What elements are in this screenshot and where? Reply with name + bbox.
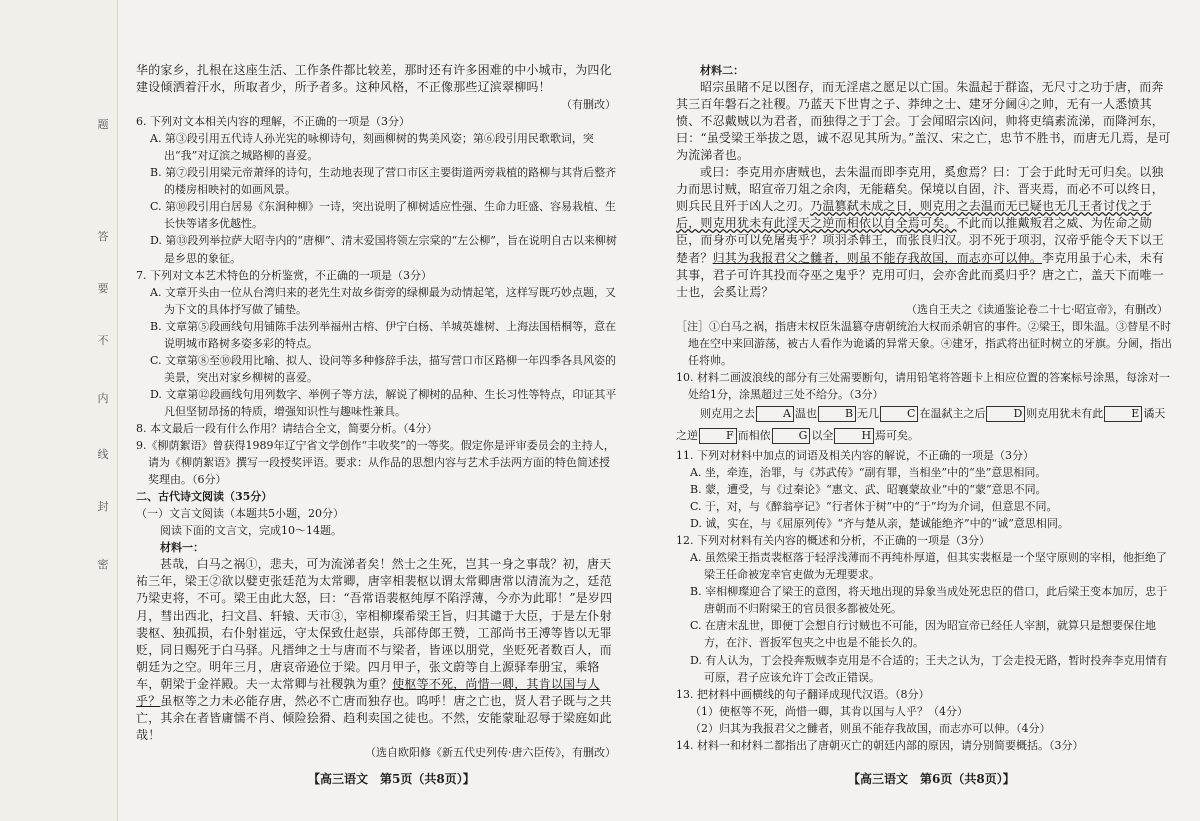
option-12b: B. 宰相柳璨迎合了梁王的意图，将天地出现的异象当成处死忠臣的借口，此后梁王变本加厉，忠于唐朝而不归附梁王的官员很多都被处死。 <box>690 585 1168 616</box>
segmentation-sentence: 则克用之去 A 温也 B 无几 C 在温弑主之后 D 则克用犹未有此 E 谲天之逆 F 而相依 G 以全 H 焉可矣。 <box>676 406 1166 442</box>
page-6 <box>676 62 1172 754</box>
underlined-sentence: 归其为我报君父之雠者，则虽不能存我故国，而志亦可以伸。 <box>712 250 1043 265</box>
passage-continuation: 华的家乡，扎根在这座生活、工作条件都比较差，那时还有许多困难的中小城市，为四化建设倾洒着汗水，所取者少，所予者多。这种风格，不正像那些辽滨翠柳吗！ <box>136 63 612 95</box>
material-2-para-2: 或曰：李克用亦唐贼也，去朱温而即李克用，奚愈焉？曰：丁会于此时无可归矣。以独力而思讨贼，昭宣帝刀俎之余肉，无能藉矣。保境以自固，汴、晋夹焉，而必不可以终日，则兵民且歼于凶人之刃。乃温篡弑未成之日，则克用之去温而无已疑也无几王者讨伐之于后，则克用犹未有此淫天之逆而相依以自全焉可矣。不此而以推戴叛君之威、为佐命之勋臣，而身亦可以免屠夷乎？项羽杀韩王，而张良归汉。羽不死于项羽，汉帝乎能令天下以王楚者？归其为我报君父之雠者，则虽不能存我故国，而志亦可以伸。李克用虽于心未，未有其事，君子可许其投而夺巫之鬼乎？克用可归，会亦舍此而奚归乎？唐之亡，盖天下而唯一士也，会奚让焉？ <box>676 165 1165 299</box>
question-11: 11. 下列对材料中加点的词语及相关内容的解说，不正确的一项是（3分） <box>676 448 1034 462</box>
seal-char: 线 <box>97 448 109 461</box>
option-12c: C. 在唐末乱世，即便丁会想自行讨贼也不可能，因为昭宣帝已经任人宰割，就算只是想要保住地方，在汴、晋扳军包夹之中也是不能长久的。 <box>690 619 1157 650</box>
section-heading: 二、古代诗文阅读（35分） <box>136 490 273 504</box>
seal-char: 内 <box>97 392 109 405</box>
question-13: 13. 把材料中画横线的句子翻译成现代汉语。（8分） <box>676 687 930 701</box>
option-12a: A. 虽然梁王指责裴枢落于轻浮浅薄而不再纯朴厚道，但其实裴枢是一个坚守原则的宰相，他拒绝了梁王任命被宠幸官吏做为无理要求。 <box>690 551 1167 582</box>
seal-char: 答 <box>97 230 109 243</box>
instruction: 阅读下面的文言文，完成10～14题。 <box>160 524 342 538</box>
seal-char: 不 <box>97 334 109 347</box>
question-7: 7. 下列对文本艺术特色的分析鉴赏，不正确的一项是（3分） <box>136 268 432 282</box>
break-box: H <box>834 428 874 444</box>
binding-margin <box>0 0 118 821</box>
question-6: 6. 下列对文本相关内容的理解，不正确的一项是（3分） <box>136 115 410 129</box>
option-7c: C. 文章第⑧至⑩段用比喻、拟人、设问等多种修辞手法，描写营口市区路柳一年四季各具风姿的美景，突出对家乡柳树的喜爱。 <box>150 353 617 384</box>
question-9: 9.《柳荫絮语》曾获得1989年辽宁省文学创作“丰收奖”的一等奖。假定你是评审委员会的主持人，请为《柳荫絮语》撰写一段授奖评语。要求：从作品的思想内容与艺术手法两方面的特色简述授奖理由。（6分） <box>136 439 615 487</box>
option-6d: D. 第⑬段列举拉萨大昭寺内的“唐柳”、清末爱国将领左宗棠的“左公柳”，旨在说明自古以来柳树是乡思的象征。 <box>150 234 617 265</box>
option-7b: B. 文章第⑤段画线句用铺陈手法列举福州古榕、伊宁白杨、羊城英雄树、上海法国梧桐等，意在说明城市路树多姿多彩的特点。 <box>150 319 617 350</box>
seal-char: 密 <box>97 558 109 571</box>
binding-divider <box>117 0 118 821</box>
seal-line-text <box>96 0 110 821</box>
page-5 <box>136 62 620 761</box>
break-box: B <box>818 406 856 422</box>
question-10: 10. 材料二画波浪线的部分有三处需要断句，请用铅笔将答题卡上相应位置的答案标号涂黑，每涂对一处给1分，涂黑超过三处不给分。（3分） <box>676 370 1170 401</box>
question-8: 8. 本文最后一段有什么作用？请结合全文，简要分析。（4分） <box>136 421 438 435</box>
option-11d: D. 诚，实在，与《屈原列传》“齐与楚从亲，楚诚能绝齐”中的“诚”意思相同。 <box>690 517 1069 531</box>
option-6b: B. 第⑦段引用梁元帝萧绎的诗句，生动地表现了营口市区主要街道两旁栽植的路柳与其背后整齐的楼房相映衬的如画风景。 <box>150 166 617 197</box>
option-12d: D. 有人认为，丁会投奔叛贼李克用是不合适的；王夫之认为，丁会走投无路，暂时投奔李克用情有可原，君子应该允许丁会改正错误。 <box>690 653 1168 684</box>
question-12: 12. 下列对材料有关内容的概述和分析，不正确的一项是（3分） <box>676 534 990 548</box>
material-1-source: （选自欧阳修《新五代史列传·唐六臣传》，有删改） <box>365 745 616 759</box>
annotation-note: ［注］①白马之祸，指唐末权臣朱温篡夺唐朝统治大权而杀朝官的事件。②梁王，即朱温。③替星不时地在空中来回游荡，被古人看作为诡谲的异常天象。④建牙，指武将出征时树立的牙旗。分阃，指出任将帅。 <box>676 319 1172 367</box>
option-7d: D. 文章第⑫段画线句用列数字、举例子等方法，解说了柳树的品种、生长习性等特点，印证其平凡但坚韧昂扬的特质，增强知识性与趣味性兼具。 <box>150 387 617 418</box>
seal-char: 题 <box>97 118 109 131</box>
question-13-1: （1）使枢等不死，尚惜一卿，其肯以国与人乎？（4分） <box>690 704 968 718</box>
page-footer-5: 【高三语文 第5页（共8页）】 <box>308 772 475 786</box>
break-box: G <box>772 428 811 444</box>
wavy-underlined-text: 乃温篡弑未成之日，则克用之去温而无已疑也无几王者讨伐之于后，则克用犹未有此淫天之逆而相依以自全焉可矣。 <box>676 199 1152 231</box>
material-2-label: 材料二： <box>700 64 744 77</box>
question-14: 14. 材料一和材料二都指出了唐朝灭亡的朝廷内部的原因，请分别简要概括。（3分） <box>676 738 1084 752</box>
break-box: A <box>756 406 794 422</box>
subsection-heading: （一）文言文阅读（本题共5小题，20分） <box>136 507 344 521</box>
option-11c: C. 于，对，与《醉翁亭记》“行者休于树”中的“于”均为介词，但意思不同。 <box>690 500 1058 514</box>
seal-char: 封 <box>97 500 109 513</box>
break-box: F <box>699 428 737 444</box>
underlined-sentence: 使枢等不死，尚惜一卿，其肯以国与人乎？ <box>136 676 600 708</box>
material-2-para-1: 昭宗虽睹不足以图存，而无淫虐之愿足以亡国。朱温起于群盗，无尺寸之功于唐，而奔其三百年磐石之社稷。乃蓝天下世胄之子、莽绅之士、建牙分阃④之帅，无有一人悉愤其愤、不忍戴贼以为君者，而独得之于丁会。丁会闻昭宗凶问，帅将吏缟素流涕，而降河东，曰：“虽受梁王举拔之恩，诚不忍见其所为。”盖汉、宋之亡，忠节不胜书，而唐无几焉，是可为流涕者也。 <box>676 80 1171 163</box>
option-11b: B. 蒙，遭受，与《过秦论》“惠文、武、昭襄蒙故业”中的“蒙”意思不同。 <box>690 483 1047 497</box>
option-6c: C. 第⑩段引用白居易《东涧种柳》一诗，突出说明了柳树适应性强、生命力旺盛、容易栽植、生长快等诸多优越性。 <box>150 200 617 231</box>
option-7a: A. 文章开头由一位从台湾归来的老先生对故乡街旁的绿柳最为动情起笔，这样写既巧妙点题，又为下文的具体抒写做了铺垫。 <box>150 285 616 316</box>
page-footer-6: 【高三语文 第6页（共8页）】 <box>848 772 1015 786</box>
material-1-label: 材料一： <box>160 541 204 555</box>
break-box: D <box>986 406 1025 422</box>
break-box: E <box>1104 406 1142 422</box>
break-box: C <box>880 406 918 422</box>
material-1-text: 甚哉，白马之祸①，悲夫，可为流涕者矣！然士之生死，岂其一身之事哉？初，唐天祐三年，梁王②欲以嬖吏张廷范为太常卿，唐宰相裴枢以谓太常卿唐常以清流为之，廷范乃梁吏将，不可。梁王由此大怒，曰：“吾常语裴枢纯厚不陷浮薄，今亦为此耶！”是岁四月，彗出西北，扫文昌、轩辕、天市③，宰相柳璨希梁王旨，归其谴于大臣，于是左仆射裴枢、独孤损，右仆射崔远，守太保致仕赵崇，兵部侍郎王赞，工部尚书王溥等皆以无罪贬，同日赐死于白马驿。凡搢绅之士与唐而不与梁者，皆诬以朋党，坐贬死者数百人，而朝廷为之空。明年三月，唐哀帝逊位于梁。四月甲子，张文蔚等自上源驿奉册宝，乘辂车，朝梁于金祥殿。夫一太常卿与社稷孰为重？使枢等不死，尚惜一卿，其肯以国与人乎？虽枢等之力未必能存唐，然必不亡唐而独存也。呜呼！唐之亡也，贤人君子既与之共亡，其余在者皆庸懦不肖、倾险狯猾、趋利卖国之徒也。不然，安能蒙耻忍辱于梁庭如此哉！ <box>136 557 613 742</box>
option-6a: A. 第③段引用五代诗人孙光宪的咏柳诗句，刻画柳树的隽美风姿；第⑥段引用民歌歌词，突出“我”对辽滨之城路柳的喜爱。 <box>150 132 594 163</box>
material-2-source: （选自王夫之《读通鉴论卷二十七·昭宣帝》，有删改） <box>906 302 1168 316</box>
seal-char: 要 <box>97 282 109 295</box>
option-11a: A. 坐，牵连，治罪，与《苏武传》“副有罪，当相坐”中的“坐”意思相同。 <box>690 465 1047 479</box>
source-note: （有删改） <box>561 98 616 112</box>
question-13-2: （2）归其为我报君父之雠者，则虽不能存我故国，而志亦可以伸。（4分） <box>690 721 1051 735</box>
